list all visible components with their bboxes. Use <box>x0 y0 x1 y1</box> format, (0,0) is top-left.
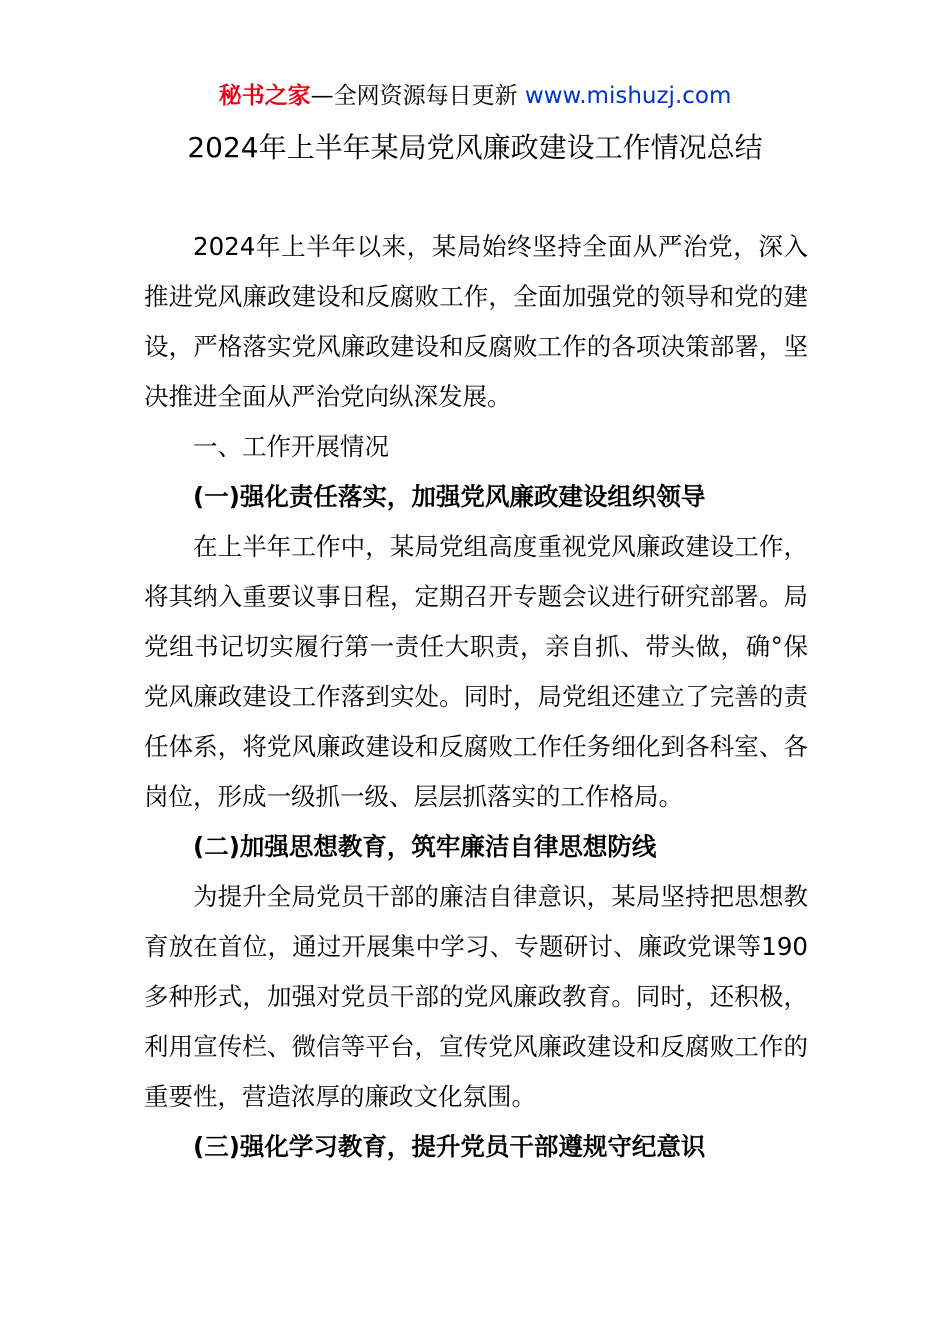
subsection-heading: (二)加强思想教育，筑牢廉洁自律思想防线 <box>193 832 657 861</box>
site-brand: 秘书之家 <box>218 83 311 109</box>
site-slogan: —全网资源每日更新 <box>310 83 518 109</box>
subsection-heading: (三)强化学习教育，提升党员干部遵规守纪意识 <box>193 1132 706 1161</box>
body-paragraph: 为提升全局党员干部的廉洁自律意识，某局坚持把思想教育放在首位，通过开展集中学习、专题研讨、廉政党课等190多种形式，加强对党员干部的党风廉政教育。同时，还积极，利用宣传栏、微信等平台，宣传党风廉政建设和反腐败工作的重要性，营造浓厚的廉政文化氛围。 <box>144 882 808 1111</box>
site-header <box>0 80 950 112</box>
body-paragraph: 在上半年工作中，某局党组高度重视党风廉政建设工作，将其纳入重要议事日程，定期召开专题会议进行研究部署。局党组书记切实履行第一责任大职责，亲自抓、带头做，确°保党风廉政建设工作落到实处。同时，局党组还建立了完善的责任体系，将党风廉政建设和反腐败工作任务细化到各科室、各岗位，形成一级抓一级、层层抓落实的工作格局。 <box>144 532 808 811</box>
section-heading: 一、工作开展情况 <box>193 432 389 461</box>
site-url-link[interactable]: www.mishuzj.com <box>524 83 732 109</box>
intro-paragraph: 2024年上半年以来，某局始终坚持全面从严治党，深入推进党风廉政建设和反腐败工作，全面加强党的领导和党的建设，严格落实党风廉政建设和反腐败工作的各项决策部署，坚决推进全面从严治党向纵深发展。 <box>144 232 808 411</box>
document-body <box>144 222 808 1172</box>
subsection-heading: (一)强化责任落实，加强党风廉政建设组织领导 <box>193 482 706 511</box>
document-title: 2024年上半年某局党风廉政建设工作情况总结 <box>187 131 763 164</box>
